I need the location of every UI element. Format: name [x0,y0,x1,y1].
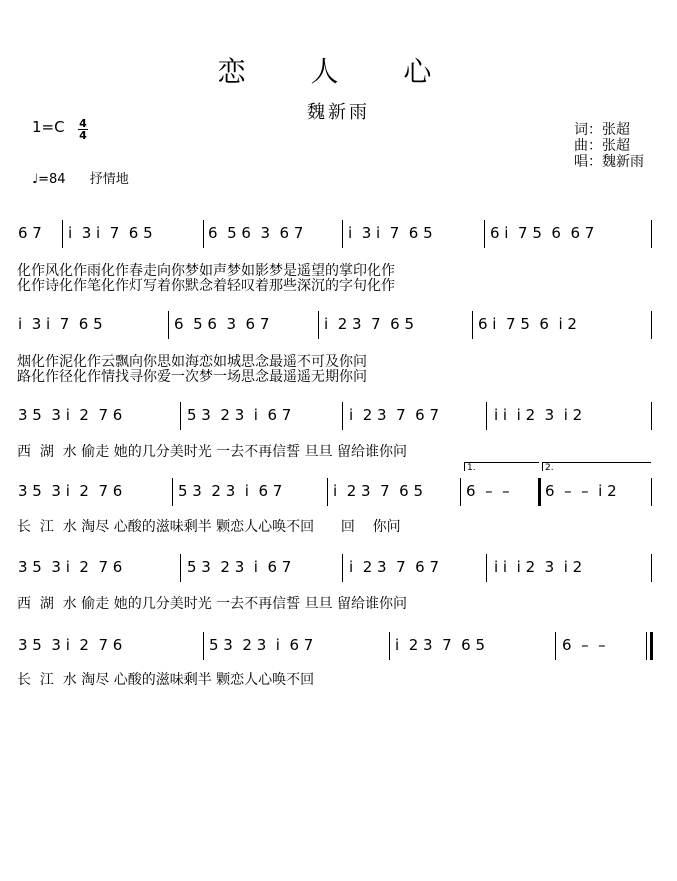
barline [472,311,473,339]
barline [651,554,652,582]
staff-system-1 [0,214,677,254]
measure: i 3 i 7 6 5 [18,315,103,333]
measure: i 2 3 7 6 5 [324,315,415,333]
measure: 5 3 2 3 i 6 7 [187,406,292,424]
lyrics-line: 路化作径化作情找寻你爱一次梦一场思念最遥遥无期你问 [17,369,367,385]
meter-top: 4 [79,117,87,130]
staff-system-2 [0,305,677,345]
barline [342,402,343,430]
key-signature: 1=C [32,118,65,136]
measure: 6 i 7 5 6 6 7 [490,224,595,242]
barline [555,632,556,660]
measure: 6 5 6 3 6 7 [208,224,304,242]
measure: i 2 3 7 6 7 [349,558,440,576]
lyrics-line: 西 湖 水 偷走 她的几分美时光 一去不再信誓 旦旦 留给谁你问 [17,596,408,612]
volta-first-ending: 1. [464,462,539,471]
final-barline-thin [646,632,647,660]
barline [168,311,169,339]
lyrics-line: 化作诗化作笔化作灯写着你默念着轻叹着那些深沉的字句化作 [17,278,395,294]
barline [460,478,461,506]
measure: 3 5 3 i 2 7 6 [18,636,123,654]
barline [486,554,487,582]
barline [651,220,652,248]
lyrics-line: 长 江 水 淘尽 心酸的滋味剩半 颗恋人心唤不回 回 你问 [17,519,401,535]
measure: 5 3 2 3 i 6 7 [187,558,292,576]
measure: i 2 3 7 6 5 [395,636,486,654]
lyrics-line: 长 江 水 淘尽 心酸的滋味剩半 颗恋人心唤不回 [17,672,315,688]
performer: 唱：魏新雨 [574,154,644,170]
staff-system-3 [0,396,677,436]
volta-second-ending: 2. [542,462,651,471]
staff-system-5 [0,548,677,588]
measure: 6 – – [562,636,606,654]
measure: 3 5 3 i 2 7 6 [18,406,123,424]
measure: 5 3 2 3 i 6 7 [209,636,314,654]
final-barline-thick [650,632,653,660]
barline [203,220,204,248]
song-title: 恋 人 心 [217,55,460,88]
lyrics-line: 西 湖 水 偷走 她的几分美时光 一去不再信誓 旦旦 留给谁你问 [17,444,408,460]
tempo-value: ♩=84 [32,172,66,187]
barline [484,220,485,248]
measure: 5 3 2 3 i 6 7 [178,482,283,500]
lyrics-line: 化作风化作雨化作春走向你梦如声梦如影梦是遥望的掌印化作 [17,263,395,279]
barline [389,632,390,660]
barline [651,478,652,506]
barline [318,311,319,339]
barline [342,554,343,582]
tempo-marking [32,168,129,187]
measure: 6 – – [466,482,510,500]
measure: i i i 2 3 i 2 [494,558,583,576]
barline [180,402,181,430]
measure: 3 5 3 i 2 7 6 [18,482,123,500]
measure: i 3 i 7 6 5 [348,224,433,242]
measure: 6 – – i 2 [545,482,617,500]
meter-bottom: 4 [79,129,87,142]
mood-marking: 抒情地 [89,172,129,187]
staff-system-4 [0,472,677,512]
barline [180,554,181,582]
lyrics-line: 烟化作泥化作云飘向你思如海恋如城思念最遥不可及你问 [17,354,367,370]
barline [651,311,652,339]
measure: i 2 3 7 6 5 [333,482,424,500]
barline [62,220,63,248]
measure: 6 7 [18,224,42,242]
measure: 3 5 3 i 2 7 6 [18,558,123,576]
time-signature [78,118,88,141]
measure: 6 i 7 5 6 i 2 [478,315,577,333]
barline [327,478,328,506]
measure: i 2 3 7 6 7 [349,406,440,424]
barline [486,402,487,430]
barline [172,478,173,506]
repeat-barline [538,478,541,506]
staff-system-6 [0,626,677,666]
measure: i 3 i 7 6 5 [68,224,153,242]
lyricist: 词：张超 [574,122,630,138]
measure: i i i 2 3 i 2 [494,406,583,424]
composer: 曲：张超 [574,138,630,154]
barline [342,220,343,248]
measure: 6 5 6 3 6 7 [174,315,270,333]
singer-name: 魏新雨 [307,102,370,123]
credits [574,122,644,170]
barline [203,632,204,660]
barline [651,402,652,430]
